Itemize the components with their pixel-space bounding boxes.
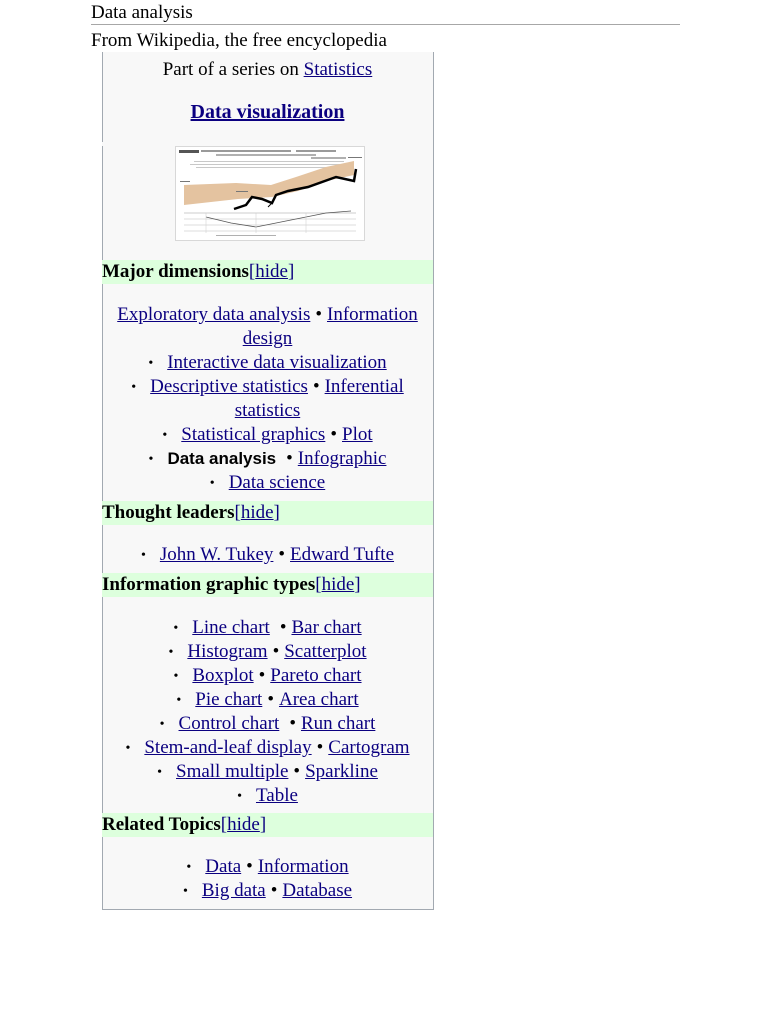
interactive-data-visualization-link[interactable]: Interactive data visualization (167, 352, 387, 373)
pareto-chart-link[interactable]: Pareto chart (270, 665, 362, 686)
area-chart-link[interactable]: Area chart (278, 689, 359, 710)
sidebar-infobox (102, 52, 434, 910)
plot-link[interactable]: Plot (342, 424, 373, 445)
exploratory-data-analysis-link[interactable]: Exploratory data analysis (117, 304, 311, 325)
list-item: • Big data • Database (102, 879, 433, 904)
section-header-thought-leaders (102, 501, 433, 525)
bullet: • (173, 669, 179, 684)
infographic-link[interactable]: Infographic (297, 448, 387, 469)
section-header-major-dimensions (102, 260, 433, 284)
stem-and-leaf-display-link[interactable]: Stem-and-leaf display (144, 737, 312, 758)
bullet: • (162, 428, 168, 443)
list-item: • Data analysis • Infographic (102, 447, 433, 472)
bullet: • (148, 356, 154, 371)
information-link[interactable]: Information (257, 856, 349, 877)
list-item: • Line chart • Bar chart (102, 616, 433, 641)
big-data-link[interactable]: Big data (201, 880, 266, 901)
bullet: • (157, 765, 162, 780)
bullet: • (159, 717, 165, 732)
hide-major-dimensions-link[interactable]: [hide] (248, 261, 295, 282)
minard-chart-drawing (176, 147, 364, 240)
page-title: Data analysis (91, 1, 680, 25)
run-chart-link[interactable]: Run chart (300, 713, 376, 734)
bullet: • (173, 621, 179, 636)
list-item: • Descriptive statistics • Inferential (102, 375, 433, 400)
data-visualization-link[interactable]: Data visualization (190, 101, 345, 123)
list-item: • Boxplot • Pareto chart (102, 664, 433, 689)
data-science-link[interactable]: Data science (228, 472, 326, 493)
bullet: • (140, 548, 146, 563)
hide-thought-leaders-link[interactable]: [hide] (234, 502, 280, 523)
section-title: Related Topics (102, 814, 221, 835)
histogram-link[interactable]: Histogram (187, 641, 268, 662)
list-item (102, 351, 433, 376)
section-header-information-graphic-types (102, 573, 433, 597)
list-item (102, 399, 433, 423)
control-chart-link[interactable]: Control chart (178, 713, 280, 734)
list-item (102, 471, 433, 496)
list-item: • Control chart • Run chart (102, 712, 433, 737)
bullet: • (148, 452, 154, 467)
john-tukey-link[interactable]: John W. Tukey (159, 544, 274, 565)
list-item: • Statistical graphics • Plot (102, 423, 433, 448)
hide-related-topics-link[interactable]: [hide] (220, 814, 267, 835)
pie-chart-link[interactable]: Pie chart (195, 689, 263, 710)
section-header-related-topics (102, 813, 433, 837)
scatterplot-link[interactable]: Scatterplot (284, 641, 367, 662)
information-design-link-cont[interactable]: design (242, 328, 293, 349)
list-item: • Histogram • Scatterplot (102, 640, 433, 665)
bar-chart-link[interactable]: Bar chart (291, 617, 362, 638)
section-title: Major dimensions (102, 261, 249, 282)
series-title (102, 100, 433, 124)
data-link[interactable]: Data (205, 856, 242, 877)
bullet: • (237, 789, 242, 804)
statistical-graphics-link[interactable]: Statistical graphics (181, 424, 326, 445)
series-line (102, 58, 433, 81)
descriptive-statistics-link[interactable]: Descriptive statistics (150, 376, 308, 397)
bullet: • (125, 741, 131, 756)
inferential-statistics-link[interactable]: Inferential (324, 376, 404, 397)
list-item: • John W. Tukey • Edward Tufte (102, 543, 433, 568)
hide-information-graphic-types-link[interactable]: [hide] (315, 574, 361, 595)
list-item (102, 784, 433, 809)
edward-tufte-link[interactable]: Edward Tufte (290, 544, 395, 565)
bullet: • (186, 860, 192, 875)
minard-chart-image[interactable] (175, 146, 365, 241)
section-title: Thought leaders (102, 502, 235, 523)
list-item: Exploratory data analysis • Information (117, 304, 418, 325)
section-title: Information graphic types (102, 574, 316, 595)
bullet: • (176, 693, 182, 708)
list-item: • Small multiple • Sparkline (102, 760, 433, 785)
table-link[interactable]: Table (255, 785, 298, 806)
database-link[interactable]: Database (282, 880, 353, 901)
boxplot-link[interactable]: Boxplot (192, 665, 254, 686)
bullet: • (131, 380, 137, 395)
line-chart-link[interactable]: Line chart (192, 617, 270, 638)
information-design-link[interactable]: Information (327, 304, 418, 325)
list-item: • Pie chart • Area chart (102, 688, 433, 713)
bullet: • (209, 476, 215, 491)
series-prefix: Part of a series on (162, 59, 299, 80)
page-subtitle: From Wikipedia, the free encyclopedia (91, 30, 387, 51)
cartogram-link[interactable]: Cartogram (328, 737, 410, 758)
list-item: • Data • Information (102, 855, 433, 880)
list-item: • Stem-and-leaf display • Cartogram (102, 736, 433, 761)
inferential-statistics-link-cont[interactable]: statistics (234, 400, 301, 421)
bullet: • (182, 884, 188, 899)
list-item (102, 327, 433, 351)
statistics-link[interactable]: Statistics (303, 59, 373, 80)
bullet: • (168, 645, 174, 660)
small-multiple-link[interactable]: Small multiple (176, 761, 289, 782)
sparkline-link[interactable]: Sparkline (305, 761, 378, 782)
current-page-item: Data analysis (167, 449, 277, 468)
